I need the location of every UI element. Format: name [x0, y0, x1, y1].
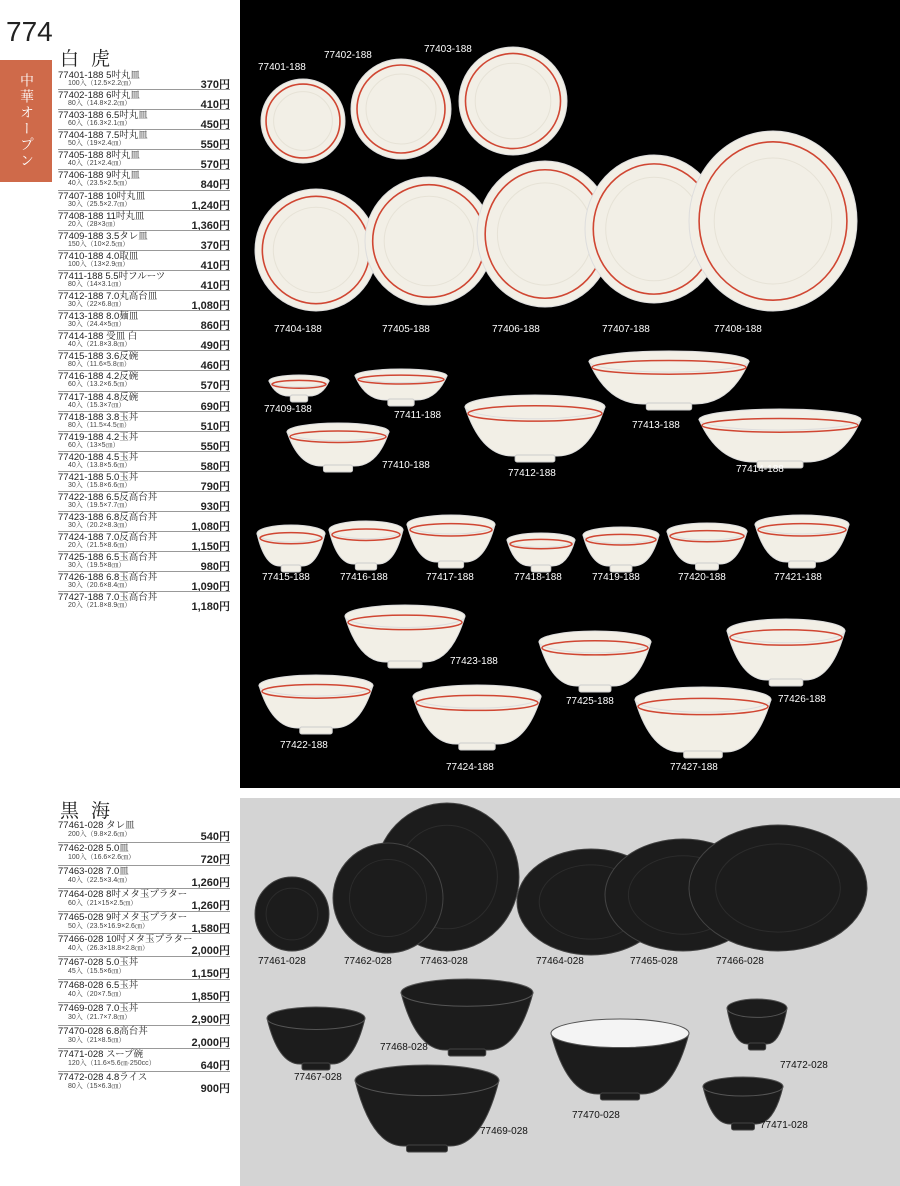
item-name: 77417-188 4.8反碗 — [58, 391, 139, 403]
price-list-item — [58, 471, 230, 491]
item-spec: 100入（16.6×2.6㎝） — [68, 853, 136, 861]
plate-photo — [688, 824, 868, 952]
item-spec: 20入（21.5×8.6㎝） — [68, 542, 132, 550]
product-code-label: 77408-188 — [714, 324, 762, 335]
item-price: 1,150円 — [191, 541, 230, 554]
item-name: 77401-188 5吋丸皿 — [58, 70, 140, 81]
item-price: 410円 — [200, 259, 230, 272]
item-price: 570円 — [200, 159, 230, 172]
product-code-label: 77425-188 — [566, 696, 614, 707]
product-code-label: 77468-028 — [380, 1042, 428, 1053]
item-price: 2,900円 — [191, 1014, 230, 1027]
product-code-label: 77464-028 — [536, 956, 584, 967]
price-list-item — [58, 865, 230, 888]
item-name: 77424-188 7.0反高台丼 — [58, 532, 158, 544]
plate-photo — [688, 130, 858, 312]
item-price: 1,240円 — [191, 199, 230, 212]
item-name: 77406-188 9吋丸皿 — [58, 170, 140, 182]
product-code-label: 77405-188 — [382, 324, 430, 335]
item-spec: 30入（15.8×6.6㎝） — [68, 481, 132, 489]
item-spec: 40入（21.8×3.8㎝） — [68, 341, 132, 349]
price-list-item — [58, 391, 230, 411]
bowl-photo — [506, 532, 576, 574]
product-code-label: 77463-028 — [420, 956, 468, 967]
item-spec: 30入（20.2×8.3㎝） — [68, 522, 132, 530]
price-list-item — [58, 210, 230, 230]
price-list-item — [58, 70, 230, 89]
item-price: 410円 — [200, 279, 230, 292]
item-spec: 200入（9.8×2.6㎝） — [68, 831, 132, 838]
bowl-photo — [582, 526, 660, 574]
price-list-item — [58, 956, 230, 979]
item-name: 77469-028 7.0玉丼 — [58, 1003, 139, 1015]
item-name: 77472-028 4.8ライス — [58, 1071, 148, 1083]
product-code-label: 77416-188 — [340, 572, 388, 583]
item-spec: 30入（21.7×7.8㎝） — [68, 1014, 132, 1022]
item-name: 77404-188 7.5吋丸皿 — [58, 130, 148, 142]
item-price: 550円 — [200, 440, 230, 453]
item-name: 77410-188 4.0取皿 — [58, 250, 139, 262]
price-list-item — [58, 933, 230, 956]
item-spec: 60入（16.3×2.1㎝） — [68, 120, 132, 128]
item-name: 77409-188 3.5タレ皿 — [58, 230, 148, 242]
item-spec: 40入（20×7.5㎝） — [68, 991, 126, 999]
plate-photo — [332, 842, 444, 954]
price-list-item — [58, 169, 230, 192]
item-name: 77464-028 8吋メタ玉プラター — [58, 888, 188, 900]
price-list-item — [58, 911, 230, 934]
product-code-label: 77402-188 — [324, 50, 372, 61]
product-code-label: 77421-188 — [774, 572, 822, 583]
price-list-item — [58, 451, 230, 471]
item-name: 77420-188 4.5玉丼 — [58, 451, 139, 463]
price-list-item — [58, 888, 230, 911]
product-code-label: 77471-028 — [760, 1120, 808, 1131]
item-price: 550円 — [200, 139, 230, 152]
bowl-photo — [266, 1006, 366, 1072]
item-spec: 60入（13×5㎝） — [68, 441, 120, 449]
item-spec: 30入（20.6×8.4㎝） — [68, 582, 132, 590]
item-price: 1,080円 — [191, 300, 230, 313]
product-code-label: 77419-188 — [592, 572, 640, 583]
item-spec: 30入（19.5×7.7㎝） — [68, 501, 132, 509]
item-price: 1,150円 — [191, 968, 230, 981]
product-code-label: 77404-188 — [274, 324, 322, 335]
product-code-label: 77413-188 — [632, 420, 680, 431]
item-name: 77405-188 8吋丸皿 — [58, 150, 140, 162]
price-list-item — [58, 330, 230, 353]
bowl-photo — [268, 374, 330, 404]
item-name: 77463-028 7.0皿 — [58, 865, 129, 877]
item-spec: 50入（19×2.4㎝） — [68, 140, 126, 148]
item-name: 77407-188 10吋丸皿 — [58, 190, 146, 202]
item-name: 77422-188 6.5反高台丼 — [58, 491, 158, 503]
bowl-photo — [588, 350, 750, 412]
product-code-label: 77461-028 — [258, 956, 306, 967]
price-list-item — [58, 979, 230, 1002]
price-list-item — [58, 310, 230, 333]
item-price: 1,850円 — [191, 991, 230, 1004]
product-code-label: 77409-188 — [264, 404, 312, 415]
price-list-item — [58, 1048, 230, 1071]
price-list-item — [58, 531, 230, 554]
bowl-photo — [354, 1064, 500, 1154]
item-name: 77462-028 5.0皿 — [58, 842, 129, 854]
item-name: 77425-188 6.5玉高台丼 — [58, 552, 158, 564]
price-list-item — [58, 190, 230, 210]
bowl-photo — [634, 686, 772, 760]
price-list-item — [58, 842, 230, 865]
product-code-label: 77423-188 — [450, 656, 498, 667]
plate-photo — [458, 46, 568, 156]
product-code-label: 77469-028 — [480, 1126, 528, 1137]
item-price: 1,260円 — [191, 876, 230, 889]
section-title-white: 白 虎 — [60, 48, 114, 70]
price-list-item — [58, 149, 230, 172]
item-spec: 120入（11.6×5.6㎝·250cc） — [68, 1059, 156, 1067]
item-name: 77427-188 7.0玉高台丼 — [58, 592, 158, 604]
bowl-photo — [726, 618, 846, 688]
product-code-label: 77411-188 — [394, 410, 442, 421]
item-name: 77403-188 6.5吋丸皿 — [58, 110, 148, 122]
price-list-item — [58, 1002, 230, 1025]
item-spec: 30入（22×6.8㎝） — [68, 301, 126, 309]
product-code-label: 77406-188 — [492, 324, 540, 335]
item-spec: 80入（14.8×2.2㎝） — [68, 100, 132, 108]
category-tab — [0, 60, 52, 182]
product-code-label: 77472-028 — [780, 1060, 828, 1071]
bowl-photo — [328, 520, 404, 572]
item-spec: 40入（23.5×2.5㎝） — [68, 180, 132, 188]
item-spec: 40入（15.3×7㎝） — [68, 401, 126, 409]
product-code-label: 77412-188 — [508, 468, 556, 479]
item-price: 840円 — [200, 179, 230, 192]
price-list-item — [58, 571, 230, 594]
product-code-label: 77426-188 — [778, 694, 826, 705]
item-name: 77426-188 6.8玉高台丼 — [58, 572, 158, 584]
item-price: 490円 — [200, 340, 230, 353]
item-name: 77461-028 タレ皿 — [58, 820, 135, 831]
product-code-label: 77467-028 — [294, 1072, 342, 1083]
item-spec: 30入（24.4×5㎝） — [68, 321, 126, 329]
item-price: 720円 — [200, 853, 230, 866]
item-name: 77471-028 スープ碗 — [58, 1048, 144, 1060]
product-code-label: 77407-188 — [602, 324, 650, 335]
item-spec: 100入（13×2.9㎝） — [68, 260, 130, 268]
bowl-photo — [538, 630, 652, 694]
item-price: 1,360円 — [191, 219, 230, 232]
item-price: 370円 — [200, 239, 230, 252]
price-list-item — [58, 431, 230, 451]
item-spec: 50入（23.5×16.9×2.6㎝） — [68, 922, 149, 930]
bowl-photo — [344, 604, 466, 670]
item-price: 690円 — [200, 400, 230, 413]
item-name: 77470-028 6.8高台丼 — [58, 1026, 148, 1038]
bowl-photo — [354, 368, 448, 408]
item-spec: 100入（12.5×2.2㎝） — [68, 80, 136, 87]
item-name: 77466-028 10吋メタ玉プラター — [58, 934, 193, 946]
plate-photo — [254, 188, 378, 312]
price-list-item — [58, 270, 230, 290]
product-code-label: 77427-188 — [670, 762, 718, 773]
product-code-label: 77415-188 — [262, 572, 310, 583]
item-price: 410円 — [200, 99, 230, 112]
bowl-photo — [258, 674, 374, 736]
item-price: 510円 — [200, 420, 230, 433]
item-name: 77414-188 受皿 白 — [58, 331, 138, 343]
price-list-item — [58, 350, 230, 373]
price-list-item — [58, 411, 230, 431]
price-list-item — [58, 370, 230, 393]
item-spec: 40入（26.3×18.8×2.8㎝） — [68, 945, 149, 953]
item-price: 1,260円 — [191, 899, 230, 912]
item-name: 77418-188 3.8玉丼 — [58, 411, 139, 423]
item-price: 580円 — [200, 460, 230, 473]
product-code-label: 77414-188 — [736, 464, 784, 475]
product-code-label: 77422-188 — [280, 740, 328, 751]
price-list-item — [58, 1071, 230, 1094]
item-price: 570円 — [200, 380, 230, 393]
category-tab-label: 中華オープン — [18, 73, 34, 169]
plate-photo — [254, 876, 330, 952]
item-name: 77467-028 5.0玉丼 — [58, 957, 139, 969]
item-price: 860円 — [200, 320, 230, 333]
price-list-item — [58, 491, 230, 511]
bowl-photo — [550, 1018, 690, 1102]
price-list-item — [58, 250, 230, 270]
item-price: 930円 — [200, 500, 230, 513]
item-spec: 80入（15×6.3㎝） — [68, 1082, 126, 1090]
bowl-photo — [666, 522, 748, 572]
item-name: 77465-028 9吋メタ玉プラター — [58, 911, 188, 923]
item-price: 1,080円 — [191, 521, 230, 534]
section-title-black: 黒 海 — [60, 800, 114, 822]
product-code-label: 77470-028 — [572, 1110, 620, 1121]
price-list-black — [58, 820, 230, 1094]
price-list-item — [58, 230, 230, 250]
plate-photo — [350, 58, 452, 160]
item-spec: 40入（21×2.4㎝） — [68, 160, 126, 168]
item-spec: 60入（21×15×2.5㎝） — [68, 899, 138, 907]
price-list-item — [58, 1025, 230, 1048]
item-name: 77413-188 8.0麺皿 — [58, 311, 139, 323]
item-spec: 80入（11.6×5.8㎝） — [68, 361, 131, 369]
item-spec: 40入（13.8×5.6㎝） — [68, 461, 132, 469]
item-spec: 45入（15.5×6㎝） — [68, 968, 126, 976]
product-code-label: 77420-188 — [678, 572, 726, 583]
item-spec: 80入（11.5×4.5㎝） — [68, 421, 131, 429]
product-code-label: 77403-188 — [424, 44, 472, 55]
item-price: 790円 — [200, 480, 230, 493]
item-price: 540円 — [200, 831, 230, 843]
item-price: 2,000円 — [191, 945, 230, 958]
product-code-label: 77417-188 — [426, 572, 474, 583]
product-photo-white — [240, 0, 900, 788]
item-spec: 40入（22.5×3.4㎝） — [68, 876, 132, 884]
page-number: 774 — [6, 16, 53, 47]
item-spec: 60入（13.2×6.5㎝） — [68, 381, 132, 389]
bowl-photo — [726, 998, 788, 1052]
bowl-photo — [698, 408, 862, 470]
bowl-photo — [406, 514, 496, 570]
item-price: 370円 — [200, 79, 230, 91]
price-list-item — [58, 109, 230, 132]
item-price: 980円 — [200, 561, 230, 574]
product-code-label: 77462-028 — [344, 956, 392, 967]
item-spec: 20入（28×3㎝） — [68, 220, 120, 228]
bowl-photo — [754, 514, 850, 570]
item-name: 77468-028 6.5玉丼 — [58, 980, 139, 992]
item-price: 1,580円 — [191, 922, 230, 935]
price-list-item — [58, 820, 230, 842]
item-spec: 30入（25.5×2.7㎝） — [68, 200, 132, 208]
bowl-photo — [412, 684, 542, 752]
item-name: 77408-188 11吋丸皿 — [58, 210, 145, 222]
bowl-photo — [256, 524, 326, 574]
bowl-photo — [464, 394, 606, 464]
item-name: 77421-188 5.0玉丼 — [58, 471, 139, 483]
price-list-item — [58, 129, 230, 152]
item-price: 1,180円 — [191, 601, 230, 614]
item-price: 640円 — [200, 1059, 230, 1072]
product-code-label: 77418-188 — [514, 572, 562, 583]
item-price: 900円 — [200, 1082, 230, 1095]
plate-photo — [364, 176, 494, 306]
product-code-label: 77424-188 — [446, 762, 494, 773]
item-name: 77423-188 6.8反高台丼 — [58, 512, 158, 524]
product-code-label: 77466-028 — [716, 956, 764, 967]
item-name: 77419-188 4.2玉丼 — [58, 431, 139, 443]
price-list-item — [58, 551, 230, 574]
product-code-label: 77401-188 — [258, 62, 306, 73]
price-list-item — [58, 89, 230, 112]
bowl-photo — [286, 422, 390, 474]
item-name: 77402-188 6吋丸皿 — [58, 90, 140, 102]
product-code-label: 77410-188 — [382, 460, 430, 471]
item-spec: 80入（14×3.1㎝） — [68, 280, 126, 288]
item-name: 77415-188 3.6反碗 — [58, 351, 139, 363]
product-code-label: 77465-028 — [630, 956, 678, 967]
item-price: 2,000円 — [191, 1037, 230, 1050]
price-list-item — [58, 591, 230, 614]
item-name: 77412-188 7.0丸高台皿 — [58, 291, 158, 303]
item-price: 1,090円 — [191, 581, 230, 594]
item-name: 77416-188 4.2反碗 — [58, 371, 139, 383]
item-spec: 30入（19.5×8㎝） — [68, 562, 126, 570]
price-list-item — [58, 290, 230, 313]
item-spec: 150入（10×2.5㎝） — [68, 240, 130, 248]
item-price: 460円 — [200, 360, 230, 373]
product-photo-black — [240, 798, 900, 1186]
price-list-item — [58, 511, 230, 534]
plate-photo — [260, 78, 346, 164]
item-spec: 20入（21.8×8.9㎝） — [68, 602, 132, 610]
item-name: 77411-188 5.5吋フルーツ — [58, 270, 166, 282]
item-spec: 30入（21×8.5㎝） — [68, 1037, 126, 1045]
item-price: 450円 — [200, 119, 230, 132]
price-list-white — [58, 70, 230, 612]
